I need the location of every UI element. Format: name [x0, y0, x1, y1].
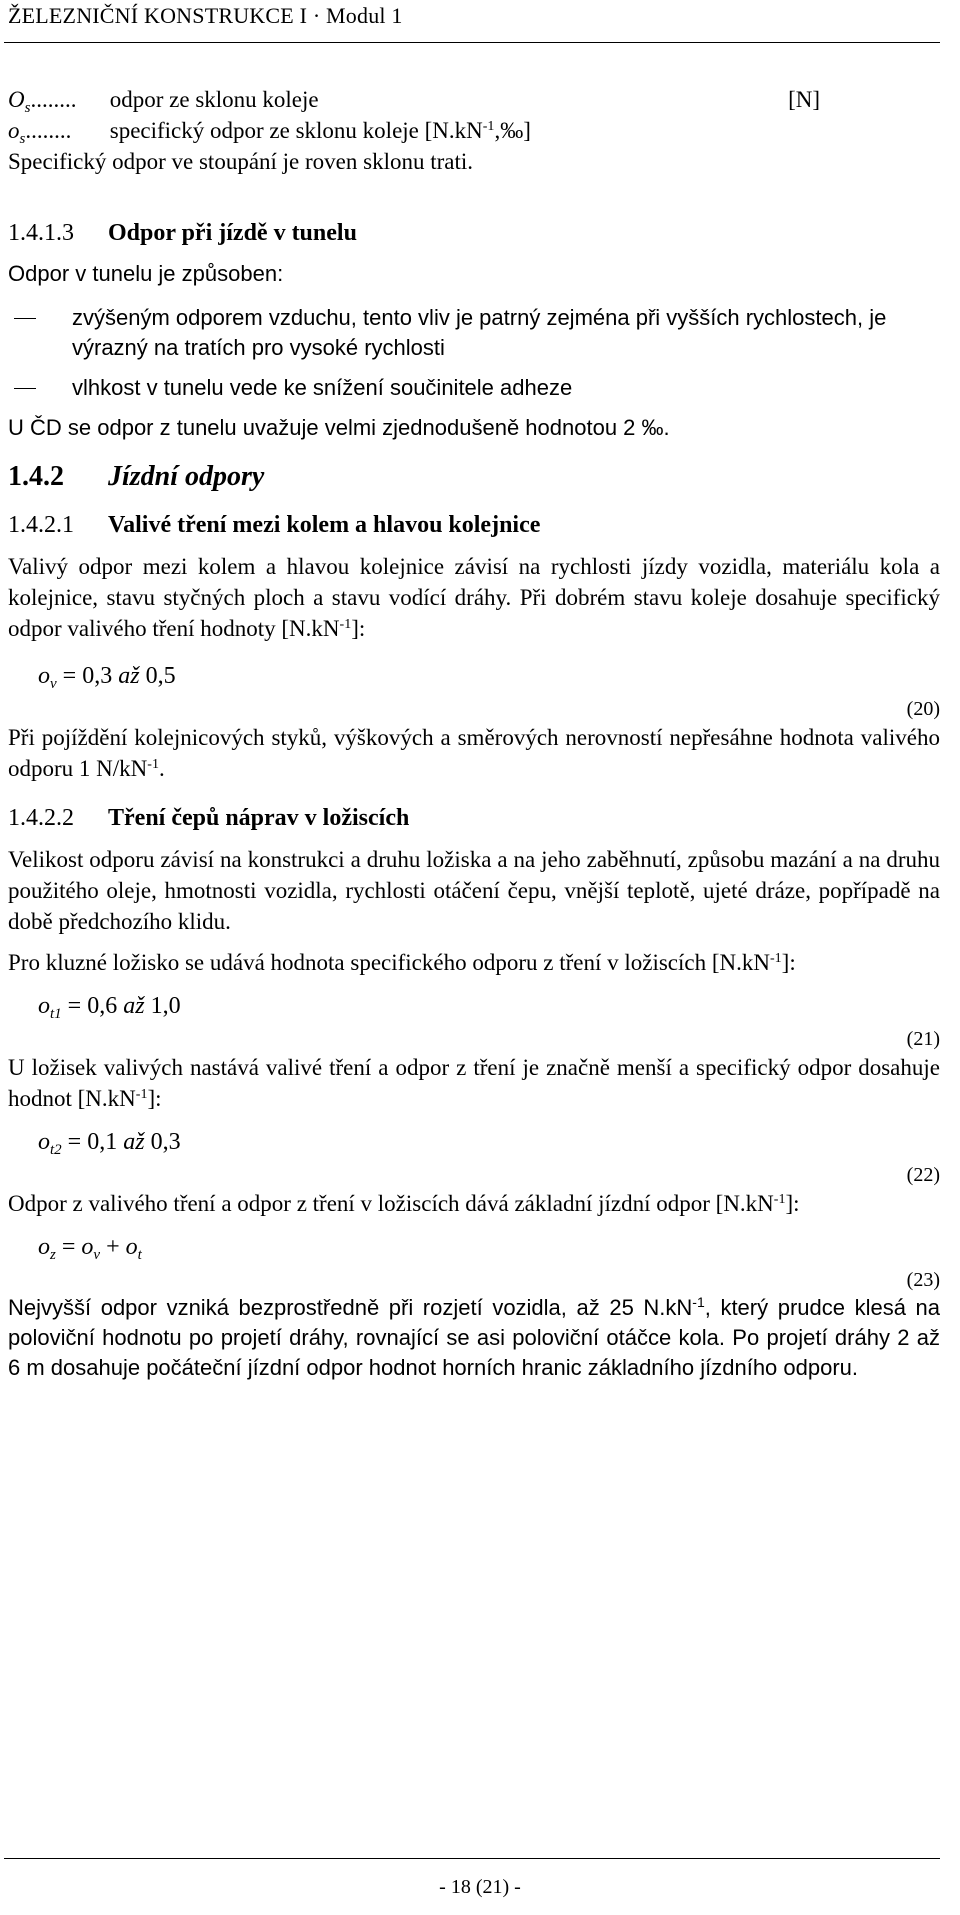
list-item: vlhkost v tunelu vede ke snížení součinitele adheze	[8, 373, 940, 403]
section-heading-1-4-1-3: 1.4.1.3 Odpor při jízdě v tunelu	[8, 220, 357, 246]
cd-note: U ČD se odpor z tunelu uvažuje velmi zjednodušeně hodnotou 2 ‰.	[8, 415, 670, 440]
slope-note: Specifický odpor ve stoupání je roven sklonu trati.	[8, 149, 474, 174]
page-content	[8, 84, 940, 1383]
paragraph: U ložisek valivých nastává valivé tření a odpor z tření je značně menší a specifický odpor dosahuje hodnot $[N.kN^{-1}]$:	[8, 1055, 940, 1111]
paragraph: Nejvyšší odpor vzniká bezprostředně při rozjetí vozidla, až 25 $N.kN^{-1}$, který prudce klesá na poloviční hodnotu po projetí dráhy, rovnající se asi poloviční otáčce kola. Po projetí dráhy 2 až 6 m dosahuje počáteční jízdní odpor hodnot horních hranic základního jízdního odporu.	[8, 1294, 940, 1380]
paragraph: Valivý odpor mezi kolem a hlavou kolejnice závisí na rychlosti jízdy vozidla, materiálu kola a kolejnice, stavu styčných ploch a stavu vodící dráhy. Při dobrém stavu koleje dosahuje specifický odpor valivého tření hodnoty $[N.kN^{-1}]$:	[8, 554, 940, 641]
formula-ot1: $o_{t1} = 0,6$ až 1,0	[38, 993, 181, 1022]
paragraph: Pro kluzné ložisko se udává hodnota specifického odporu z tření v ložiscích $[N.kN^{-1}]$:	[8, 950, 796, 975]
paragraph: Odpor z valivého tření a odpor z tření v ložiscích dává základní jízdní odpor $[N.kN^{-1}]$:	[8, 1191, 800, 1216]
formula-ov: $o_v = 0,3$ až 0,5	[38, 663, 176, 692]
definition-Os: $O_s$........ odpor ze sklonu koleje [N]	[8, 84, 940, 115]
equation-number: (22)	[906, 1164, 940, 1186]
footer-rule	[4, 1858, 940, 1859]
equation-number: (21)	[906, 1028, 940, 1050]
paragraph: Při pojíždění kolejnicových styků, výškových a směrových nerovností nepřesáhne hodnota valivého odporu 1 $N/kN^{-1}$.	[8, 725, 940, 781]
equation-number: (20)	[906, 698, 940, 720]
formula-ot2: $o_{t2} = 0,1$ až 0,3	[38, 1129, 181, 1158]
equation-number: (23)	[906, 1269, 940, 1291]
header-rule	[4, 42, 940, 43]
formula-oz: $o_z = o_v + o_t$	[38, 1234, 142, 1263]
section-heading-1-4-2: 1.4.2 Jízdní odpory	[8, 461, 265, 492]
section-heading-1-4-2-1: 1.4.2.1 Valivé tření mezi kolem a hlavou kolejnice	[8, 512, 541, 538]
tunnel-intro: Odpor v tunelu je způsoben:	[8, 261, 284, 286]
definition-os: $o_s$........ specifický odpor ze sklonu koleje $[N.kN^{-1},‰]$	[8, 118, 531, 147]
paragraph: Velikost odporu závisí na konstrukci a druhu ložiska a na jeho zaběhnutí, způsobu mazání a na druhu použitého oleje, hmotnosti vozidla, rychlosti otáčení čepu, vnější teplotě, ujeté dráze, popřípadě na době předchozího klidu.	[8, 847, 940, 934]
section-heading-1-4-2-2: 1.4.2.2 Tření čepů náprav v ložiscích	[8, 805, 410, 831]
list-item: zvýšeným odporem vzduchu, tento vliv je patrný zejména při vyšších rychlostech, je výrazný na tratích pro vysoké rychlosti	[8, 303, 940, 363]
page-number: - 18 (21) -	[439, 1876, 521, 1898]
page-header: ŽELEZNIČNÍ KONSTRUKCE I · Modul 1	[8, 3, 403, 28]
definition-unit: [N]	[788, 87, 820, 112]
